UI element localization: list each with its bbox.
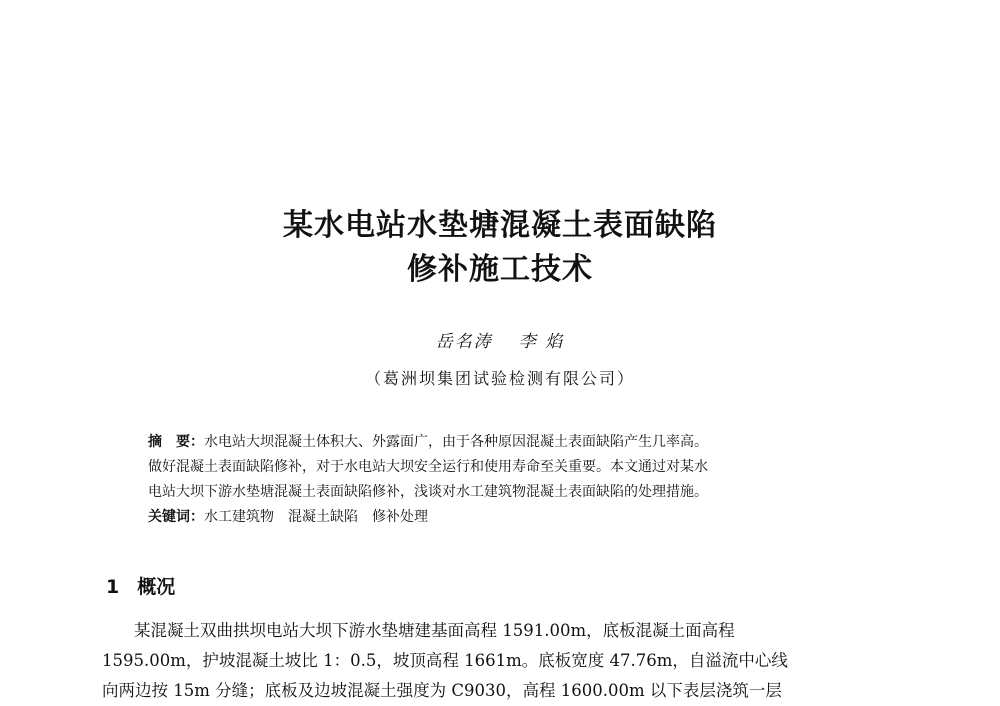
section-heading (106, 572, 175, 599)
author-1: 岳名涛 (435, 332, 493, 352)
abstract-line-1 (148, 430, 868, 455)
body-line-3: 向两边按 15m 分缝；底板及边坡混凝土强度为 C9030，高程 1600.00m 以下表层浇筑一层 (102, 681, 782, 700)
abstract-line-2: 做好混凝土表面缺陷修补，对于水电站大坝安全运行和使用寿命至关重要。本文通过对某水 (148, 459, 708, 475)
abstract-block (148, 430, 868, 530)
body-line-1: 某混凝土双曲拱坝电站大坝下游水垫塘建基面高程 1591.00m，底板混凝土面高程 (134, 621, 735, 640)
keywords-text: 水工建筑物 混凝土缺陷 修补处理 (204, 509, 428, 525)
keywords-line (148, 505, 868, 530)
author-2: 李 焰 (518, 332, 565, 352)
body-line-2: 1595.00m，护坡混凝土坡比 1：0.5，坡顶高程 1661m。底板宽度 47.76m，自溢流中心线 (102, 651, 788, 670)
author-list (0, 327, 1000, 352)
abstract-label: 摘 要： (148, 434, 204, 450)
paper-title-line-2: 修补施工技术 (407, 252, 593, 287)
section-number: 1 (106, 576, 120, 598)
keywords-label: 关键词： (148, 509, 204, 525)
abstract-line-3: 电站大坝下游水垫塘混凝土表面缺陷修补，浅谈对水工建筑物混凝土表面缺陷的处理措施。 (148, 484, 708, 500)
affiliation: （葛洲坝集团试验检测有限公司） (364, 369, 635, 388)
body-paragraph (102, 616, 902, 706)
paper-title-line-1: 某水电站水垫塘混凝土表面缺陷 (283, 208, 717, 243)
abstract-text-1: 水电站大坝混凝土体积大、外露面广，由于各种原因混凝土表面缺陷产生几率高。 (204, 434, 708, 450)
section-title: 概况 (137, 576, 176, 598)
